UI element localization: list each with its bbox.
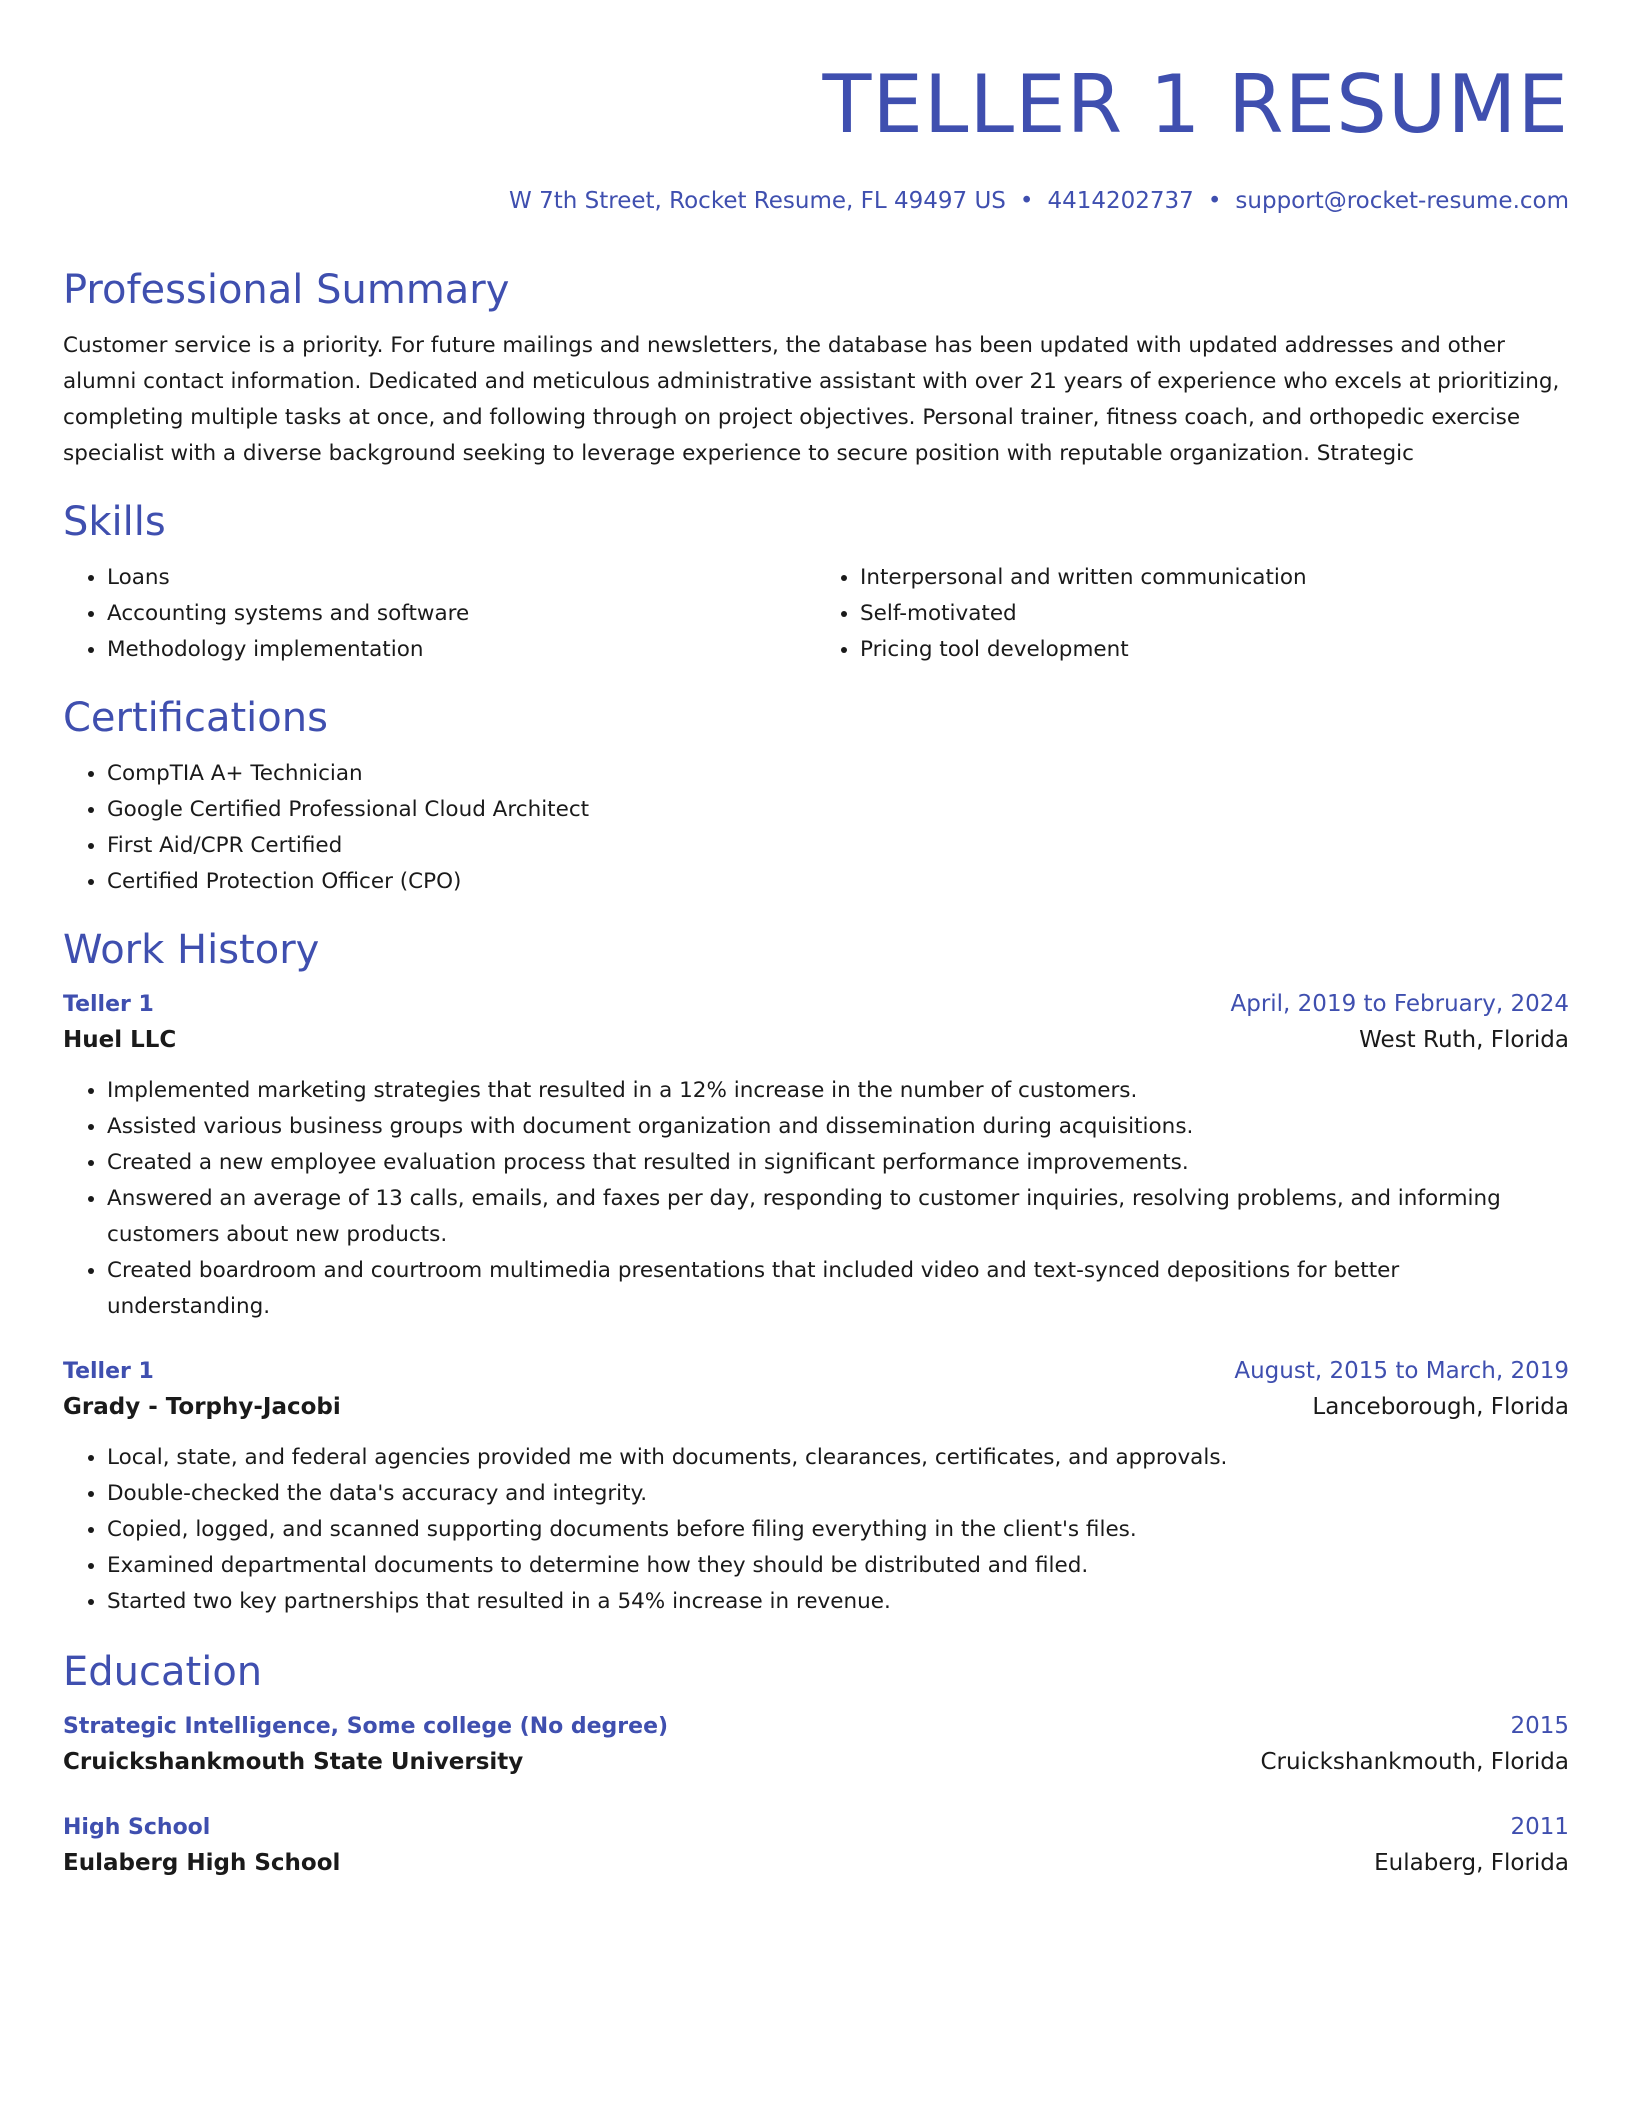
job-dates: August, 2015 to March, 2019 [1234,1358,1569,1384]
education-location: Cruickshankmouth, Florida [1260,1749,1569,1775]
education-degree: Strategic Intelligence, Some college (No degree) [63,1714,669,1739]
job-location: West Ruth, Florida [1359,1027,1569,1053]
contact-separator: • [1207,188,1222,214]
education-school: Eulaberg High School [63,1850,341,1876]
work-history-heading: Work History [63,927,320,973]
job-bullet: • Implemented marketing strategies that resulted in a 12% increase in the number of customers. [107,1073,1569,1109]
contact-line [63,186,1569,216]
job-company-row [63,1021,1569,1059]
resume-title: TELLER 1 RESUME [822,58,1569,151]
job-company: Huel LLC [63,1027,177,1053]
certifications-heading: Certifications [63,695,328,741]
education-heading: Education [63,1649,263,1695]
job-bullets [63,1440,1569,1620]
job-bullet: • Created a new employee evaluation process that resulted in significant performance improvements. [107,1145,1569,1181]
certification-item: • Certified Protection Officer (CPO) [107,864,1569,900]
job-bullet: • Copied, logged, and scanned supporting documents before filing everything in the client's files. [107,1512,1569,1548]
job-bullet: • Created boardroom and courtroom multimedia presentations that included video and text-synced depositions for better understanding. [107,1253,1569,1325]
skill-item: • Interpersonal and written communication [860,560,1569,596]
job-header-row [63,988,1569,1021]
job-company-row [63,1388,1569,1426]
certification-item: • Google Certified Professional Cloud Architect [107,792,1569,828]
skills-heading: Skills [63,499,166,545]
job-bullet: • Double-checked the data's accuracy and integrity. [107,1476,1569,1512]
contact-email: support@rocket-resume.com [1235,188,1569,214]
job-entry [63,1355,1569,1620]
education-entry [63,1811,1569,1882]
job-bullet: • Answered an average of 13 calls, emails, and faxes per day, responding to customer inquiries, resolving problems, and informing customers about new products. [107,1181,1569,1253]
education-school-row [63,1743,1569,1781]
contact-phone: 4414202737 [1047,188,1194,214]
summary-text: Customer service is a priority. For future mailings and newsletters, the database has been updated with updated addresses and other alumni contact information. Dedicated and meticulous administrative assistant with over 21 years of experience who excels at prioritizing, completing multiple tasks at once, and following through on project objectives. Personal trainer, fitness coach, and orthopedic exercise specialist with a diverse background seeking to leverage experience to secure position with reputable organization. Strategic [63,333,1560,466]
job-bullet: • Started two key partnerships that resulted in a 54% increase in revenue. [107,1584,1569,1620]
skill-item: • Self-motivated [860,596,1569,632]
job-bullet: • Assisted various business groups with document organization and dissemination during acquisitions. [107,1109,1569,1145]
job-dates: April, 2019 to February, 2024 [1230,991,1569,1017]
skill-item: • Pricing tool development [860,632,1569,668]
skills-column-right [816,560,1569,668]
contact-address: W 7th Street, Rocket Resume, FL 49497 US [509,188,1006,214]
education-school: Cruickshankmouth State University [63,1749,524,1775]
education-year: 2011 [1510,1814,1569,1840]
certifications-list [63,756,1569,900]
contact-separator: • [1019,188,1034,214]
skill-item: • Methodology implementation [107,632,816,668]
education-degree: High School [63,1815,211,1840]
education-header-row [63,1811,1569,1844]
education-header-row [63,1710,1569,1743]
job-location: Lanceborough, Florida [1312,1394,1569,1420]
job-entry [63,988,1569,1325]
resume-header [63,60,1569,216]
job-header-row [63,1355,1569,1388]
skill-item: • Accounting systems and software [107,596,816,632]
job-bullet: • Examined departmental documents to determine how they should be distributed and filed. [107,1548,1569,1584]
certification-item: • First Aid/CPR Certified [107,828,1569,864]
education-location: Eulaberg, Florida [1374,1850,1569,1876]
skills-column-left [63,560,816,668]
summary-heading: Professional Summary [63,267,510,313]
job-bullets [63,1073,1569,1325]
skill-item: • Loans [107,560,816,596]
job-role: Teller 1 [63,992,154,1017]
certification-item: • CompTIA A+ Technician [107,756,1569,792]
education-entry [63,1710,1569,1781]
job-company: Grady - Torphy-Jacobi [63,1394,341,1420]
job-role: Teller 1 [63,1359,154,1384]
skills-list [63,560,1569,668]
education-school-row [63,1844,1569,1882]
job-bullet: • Local, state, and federal agencies provided me with documents, clearances, certificates, and approvals. [107,1440,1569,1476]
education-year: 2015 [1510,1713,1569,1739]
